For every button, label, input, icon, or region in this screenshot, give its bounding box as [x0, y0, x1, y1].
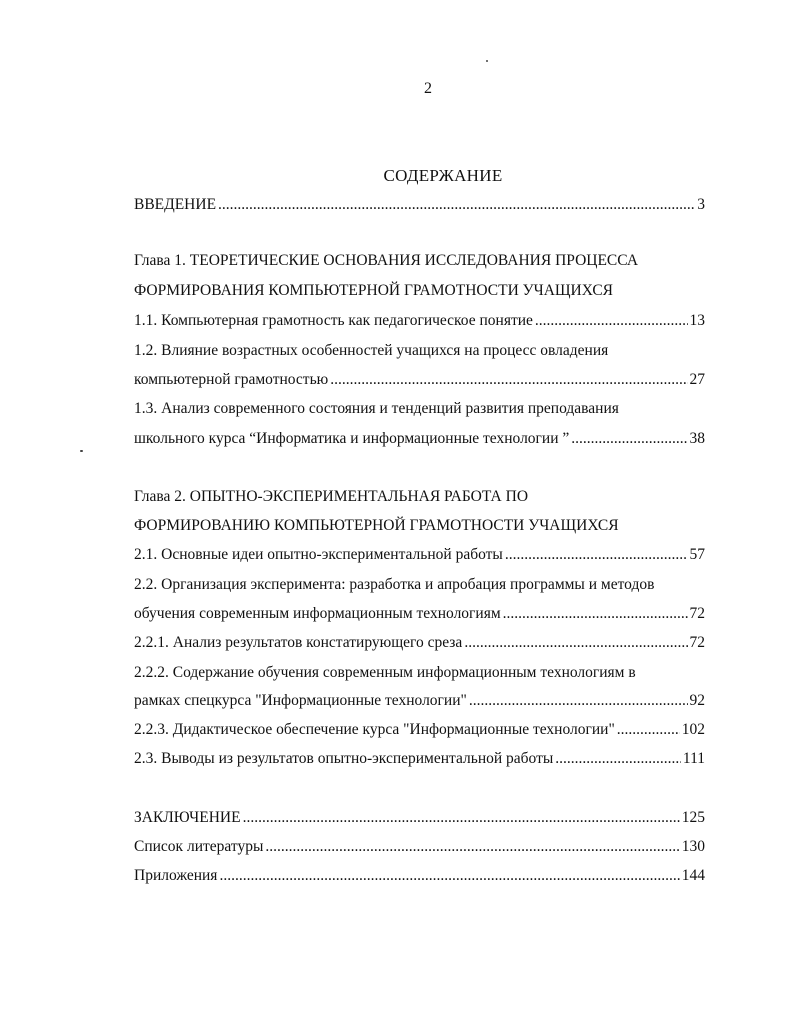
toc-entry-intro — [134, 196, 705, 214]
toc-entry-2-2-3 — [134, 721, 705, 739]
toc-entry-conclusion — [134, 809, 705, 827]
leader-dots — [571, 430, 687, 448]
leader-dots — [535, 312, 688, 330]
leader-dots — [265, 838, 679, 856]
toc-title: СОДЕРЖАНИЕ — [383, 166, 503, 185]
toc-entry-label: 1.1. Компьютерная грамотность как педагогическое понятие — [134, 312, 533, 329]
toc-entry-label: рамках спецкурса "Информационные технологии" — [134, 692, 467, 709]
toc-entry-label: 2.1. Основные идеи опытно-экспериментальной работы — [134, 546, 503, 563]
toc-entry-2-2-2-line1: 2.2.2. Содержание обучения современным информационным технологиям в — [134, 664, 636, 681]
leader-dots — [218, 196, 695, 214]
toc-entry-2-2-1 — [134, 634, 705, 652]
toc-entry-label: Приложения — [134, 867, 218, 884]
toc-entry-label: ВВЕДЕНИЕ — [134, 196, 217, 213]
toc-entry-page: 13 — [689, 312, 705, 329]
leader-dots — [505, 546, 688, 564]
toc-entry-2-2-line1: 2.2. Организация эксперимента: разработка и апробация программы и методов — [134, 576, 655, 593]
leader-dots — [243, 809, 680, 827]
page-number: 2 — [424, 80, 432, 97]
toc-entry-page: 125 — [681, 809, 705, 826]
toc-entry-page: 38 — [689, 430, 705, 447]
toc-entry-appendix — [134, 867, 705, 885]
toc-entry-1-2 — [134, 371, 705, 389]
scan-speck — [80, 450, 83, 452]
toc-entry-label: Список литературы — [134, 838, 264, 855]
toc-entry-label: ЗАКЛЮЧЕНИЕ — [134, 809, 241, 826]
toc-entry-bibliography — [134, 838, 705, 856]
toc-entry-page: 130 — [681, 838, 705, 855]
toc-entry-page: 111 — [682, 750, 705, 767]
leader-dots — [219, 867, 679, 885]
toc-entry-2-2-2 — [134, 692, 705, 710]
toc-entry-label: 2.2.3. Дидактическое обеспечение курса "Информационные технологии" — [134, 721, 615, 738]
toc-entry-label: школьного курса “Информатика и информационные технологии ” — [134, 430, 570, 447]
toc-entry-label: 2.3. Выводы из результатов опытно-экспериментальной работы — [134, 750, 554, 767]
toc-entry-page: 72 — [689, 634, 705, 651]
toc-entry-page: 3 — [697, 196, 705, 213]
chapter2-heading-line2: ФОРМИРОВАНИЮ КОМПЬЮТЕРНОЙ ГРАМОТНОСТИ УЧАЩИХСЯ — [134, 517, 619, 534]
leader-dots — [330, 371, 687, 389]
toc-entry-page: 72 — [689, 605, 705, 622]
chapter2-heading-line1: Глава 2. ОПЫТНО-ЭКСПЕРИМЕНТАЛЬНАЯ РАБОТА ПО — [134, 488, 529, 505]
chapter1-heading-line1: Глава 1. ТЕОРЕТИЧЕСКИЕ ОСНОВАНИЯ ИССЛЕДОВАНИЯ ПРОЦЕССА — [134, 252, 639, 269]
toc-entry-2-2 — [134, 605, 705, 623]
toc-entry-page: 102 — [681, 721, 705, 738]
toc-entry-2-3 — [134, 750, 705, 768]
leader-dots — [464, 634, 687, 652]
chapter1-heading-line2: ФОРМИРОВАНИЯ КОМПЬЮТЕРНОЙ ГРАМОТНОСТИ УЧАЩИХСЯ — [134, 282, 614, 299]
toc-entry-1-1 — [134, 312, 705, 330]
toc-entry-page: 57 — [689, 546, 705, 563]
toc-entry-page: 27 — [689, 371, 705, 388]
toc-entry-1-2-line1: 1.2. Влияние возрастных особенностей учащихся на процесс овладения — [134, 342, 609, 359]
toc-entry-1-3 — [134, 430, 705, 448]
leader-dots — [469, 692, 688, 710]
leader-dots — [503, 605, 688, 623]
toc-entry-page: 92 — [689, 692, 705, 709]
scan-speck — [486, 60, 488, 62]
toc-entry-label: обучения современным информационным технологиям — [134, 605, 501, 622]
toc-entry-label: 2.2.1. Анализ результатов констатирующего среза — [134, 634, 463, 651]
toc-entry-page: 144 — [681, 867, 705, 884]
toc-entry-1-3-line1: 1.3. Анализ современного состояния и тенденций развития преподавания — [134, 400, 619, 417]
leader-dots — [555, 750, 681, 768]
toc-entry-2-1 — [134, 546, 705, 564]
leader-dots — [617, 721, 680, 739]
toc-entry-label: компьютерной грамотностью — [134, 371, 329, 388]
